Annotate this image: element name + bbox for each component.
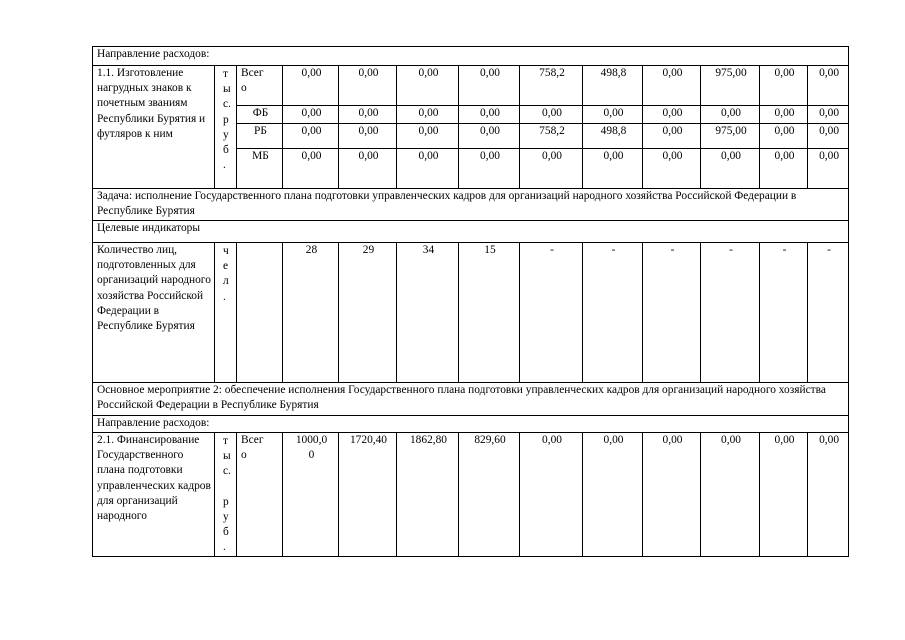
indicator-value: -	[520, 243, 583, 383]
value-cell: 0,00	[520, 149, 583, 189]
value-cell: 0,00	[760, 433, 808, 557]
value-cell: 0,00	[339, 149, 397, 189]
value-cell: 0,00	[397, 149, 459, 189]
value-cell: 0,00	[520, 106, 583, 124]
value-cell: 0,00	[701, 433, 760, 557]
value-cell: 0,00	[643, 433, 701, 557]
value-cell: 0,00	[760, 124, 808, 149]
value-cell: 0,00	[397, 124, 459, 149]
budget-table	[92, 46, 849, 557]
unit-cell: т ы с. р у б .	[215, 66, 237, 189]
value-cell: 0,00	[583, 433, 643, 557]
unit-cell: т ы с. р у б .	[215, 433, 237, 557]
value-cell: 0,00	[643, 124, 701, 149]
indicator-value: -	[583, 243, 643, 383]
indicator-row	[93, 243, 849, 383]
item-name-1-1	[93, 66, 215, 189]
value-cell: 498,8	[583, 66, 643, 106]
value-cell: 975,00	[701, 124, 760, 149]
indicator-source-empty	[237, 243, 283, 383]
indicators-header-row	[93, 221, 849, 243]
value-cell: 0,00	[808, 106, 849, 124]
value-cell: 0,00	[808, 149, 849, 189]
value-cell: 498,8	[583, 124, 643, 149]
indicator-value: -	[701, 243, 760, 383]
direction-row	[93, 47, 849, 66]
event-2-text: Основное мероприятие 2: обеспечение исполнения Государственного плана подготовки управленческих кадров для организаций народного хозяйства Российской Федерации в Республике Бурятия	[93, 383, 849, 416]
event-row	[93, 383, 849, 416]
value-cell: 829,60	[459, 433, 520, 557]
value-cell: 0,00	[459, 149, 520, 189]
value-cell: 0,00	[283, 106, 339, 124]
table-row	[93, 66, 849, 106]
value-cell: 0,00	[760, 66, 808, 106]
value-cell: 758,2	[520, 66, 583, 106]
value-cell: 975,00	[701, 66, 760, 106]
source-cell-fb: ФБ	[237, 106, 283, 124]
value-cell: 0,00	[283, 149, 339, 189]
indicator-value: -	[808, 243, 849, 383]
indicator-value: 28	[283, 243, 339, 383]
value-cell: 0,00	[643, 106, 701, 124]
value-cell: 0,00	[459, 106, 520, 124]
indicator-value: -	[643, 243, 701, 383]
indicator-unit: ч е л .	[215, 243, 237, 383]
value-cell: 0,00	[760, 106, 808, 124]
source-cell-total: Всег о	[237, 66, 283, 106]
item-name-2-1: 2.1. Финансирование Государственного плана подготовки управленческих кадров для организаций народного	[93, 433, 215, 557]
value-cell: 0,00	[339, 106, 397, 124]
value-cell: 0,00	[808, 124, 849, 149]
indicator-value: 15	[459, 243, 520, 383]
indicators-label: Целевые индикаторы	[93, 221, 849, 243]
value-cell: 0,00	[397, 66, 459, 106]
value-cell: 0,00	[459, 124, 520, 149]
value-cell: 0,00	[643, 66, 701, 106]
direction-label: Направление расходов:	[93, 47, 849, 66]
indicator-name: Количество лиц, подготовленных для организаций народного хозяйства Российской Федерации в Республике Бурятия	[93, 243, 215, 383]
value-cell: 0,00	[760, 149, 808, 189]
value-cell: 0,00	[583, 106, 643, 124]
value-cell: 0,00	[808, 433, 849, 557]
task-text: Задача: исполнение Государственного плана подготовки управленческих кадров для организаций народного хозяйства Российской Федерации в Республике Бурятия	[93, 189, 849, 221]
source-cell-rb: РБ	[237, 124, 283, 149]
source-cell-mb: МБ	[237, 149, 283, 189]
table-row	[93, 433, 849, 557]
value-cell: 0,00	[283, 66, 339, 106]
value-cell: 0,00	[339, 124, 397, 149]
value-cell: 0,00	[701, 106, 760, 124]
value-cell: 0,00	[283, 124, 339, 149]
value-cell: 0,00	[583, 149, 643, 189]
value-cell: 0,00	[643, 149, 701, 189]
indicator-value: 34	[397, 243, 459, 383]
source-cell-total: Всег о	[237, 433, 283, 557]
value-cell: 1000,0 0	[283, 433, 339, 557]
indicator-value: 29	[339, 243, 397, 383]
value-cell: 0,00	[339, 66, 397, 106]
value-cell: 0,00	[701, 149, 760, 189]
indicator-value: -	[760, 243, 808, 383]
value-cell: 0,00	[459, 66, 520, 106]
item-name-text: 1.1. Изготовление нагрудных знаков к почетным званиям Республики Бурятия и футляров к ним	[97, 67, 206, 140]
direction-label: Направление расходов:	[93, 416, 849, 433]
value-cell: 0,00	[397, 106, 459, 124]
value-cell: 758,2	[520, 124, 583, 149]
value-cell: 0,00	[520, 433, 583, 557]
value-cell: 1862,80	[397, 433, 459, 557]
task-row	[93, 189, 849, 221]
direction-row	[93, 416, 849, 433]
value-cell: 0,00	[808, 66, 849, 106]
value-cell: 1720,40	[339, 433, 397, 557]
